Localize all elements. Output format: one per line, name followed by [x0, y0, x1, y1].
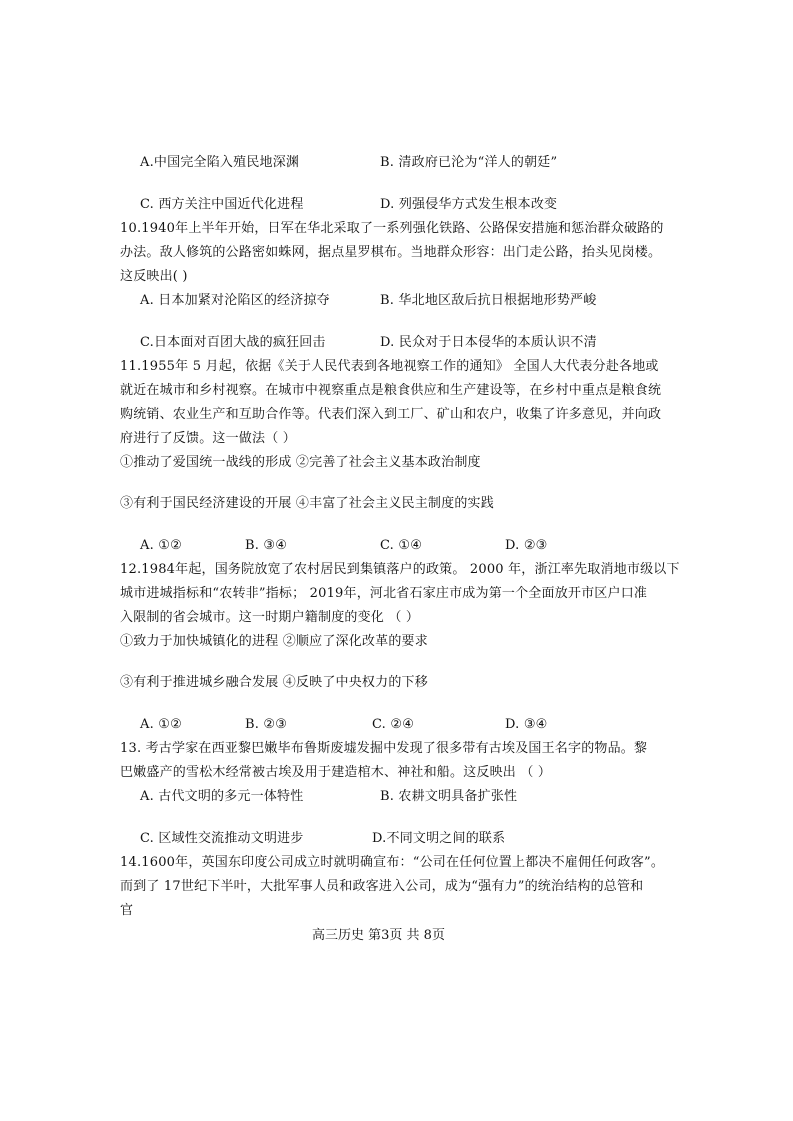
q9-option-a: A.中国完全陷入殖民地深渊: [140, 155, 300, 170]
q9-option-b: B. 清政府已沦为“洋人的朝廷”: [380, 155, 558, 170]
q11-option-c: C. ①④: [380, 538, 423, 553]
q10-stem-line-3: 这反映出( ): [120, 269, 188, 284]
q10-stem-line-2: 办法。敌人修筑的公路密如蛛网，据点星罗棋布。当地群众形容：出门走公路，抬头见岗楼。: [120, 245, 662, 260]
q11-option-d: D. ②③: [505, 538, 548, 553]
q11-item-line-1: ①推动了爱国统一战线的形成 ②完善了社会主义基本政治制度: [120, 455, 481, 470]
q12-item-line-1: ①致力于加快城镇化的进程 ②顺应了深化改革的要求: [120, 634, 428, 649]
q12-option-d: D. ③④: [505, 717, 548, 732]
q10-option-d: D. 民众对于日本侵华的本质认识不清: [380, 335, 597, 350]
q9-option-d: D. 列强侵华方式发生根本改变: [380, 197, 558, 212]
q10-option-b: B. 华北地区敌后抗日根据地形势严峻: [380, 293, 597, 308]
q9-option-c: C. 西方关注中国近代化进程: [140, 197, 304, 212]
q14-stem-line-1: 14.1600年，英国东印度公司成立时就明确宣布：“公司在任何位置上都决不雇佣任何政客”。: [120, 855, 665, 870]
q13-option-c: C. 区域性交流推动文明进步: [140, 831, 304, 846]
q11-stem-line-1: 11.1955年 5 月起，依据《关于人民代表到各地视察工作的通知》 全国人大代表分赴各地或: [120, 359, 659, 374]
q13-option-b: B. 农耕文明具备扩张性: [380, 789, 518, 804]
q12-stem-line-2: 城市进城指标和“农转非”指标； 2019年，河北省石家庄市成为第一个全面放开市区户口准: [120, 586, 648, 601]
q13-stem-line-1: 13. 考古学家在西亚黎巴嫩毕布鲁斯废墟发掘中发现了很多带有古埃及国王名字的物品。黎: [120, 741, 648, 756]
q10-option-c: C.日本面对百团大战的疯狂回击: [140, 335, 326, 350]
page-footer: 高三历史 第3页 共 8页: [312, 928, 445, 943]
q11-stem-line-2: 就近在城市和乡村视察。在城市中视察重点是粮食供应和生产建设等，在乡村中重点是粮食统: [120, 383, 662, 398]
q12-stem-line-1: 12.1984年起，国务院放宽了农村居民到集镇落户的政策。 2000 年，浙江率先取消地市级以下: [120, 562, 680, 577]
q13-stem-line-2: 巴嫩盛产的雪松木经常被古埃及用于建造棺木、神社和船。这反映出 （ ）: [120, 765, 552, 780]
q10-stem-line-1: 10.1940年上半年开始，日军在华北采取了一系列强化铁路、公路保安措施和惩治群众破路的: [120, 221, 664, 236]
q11-option-a: A. ①②: [140, 538, 182, 553]
q12-stem-line-3: 入限制的省会城市。这一时期户籍制度的变化 （ ）: [120, 610, 420, 625]
q12-option-a: A. ①②: [140, 717, 182, 732]
q11-stem-line-3: 购统销、农业生产和互助合作等。代表们深入到工厂、矿山和农户，收集了许多意见，并向政: [120, 407, 662, 422]
q11-option-b: B. ③④: [245, 538, 288, 553]
q10-option-a: A. 日本加紧对沦陷区的经济掠夺: [140, 293, 330, 308]
q11-item-line-2: ③有利于国民经济建设的开展 ④丰富了社会主义民主制度的实践: [120, 496, 494, 511]
q11-stem-line-4: 府进行了反馈。这一做法（ ）: [120, 431, 296, 446]
q14-stem-line-2: 而到了 17世纪下半叶，大批军事人员和政客进入公司，成为“强有力”的统治结构的总管和: [120, 879, 644, 894]
q12-item-line-2: ③有利于推进城乡融合发展 ④反映了中央权力的下移: [120, 675, 428, 690]
q14-stem-line-3: 官: [120, 903, 134, 918]
q13-option-d: D.不同文明之间的联系: [372, 831, 506, 846]
q12-option-b: B. ②③: [245, 717, 288, 732]
q13-option-a: A. 古代文明的多元一体特性: [140, 789, 304, 804]
q12-option-c: C. ②④: [372, 717, 415, 732]
